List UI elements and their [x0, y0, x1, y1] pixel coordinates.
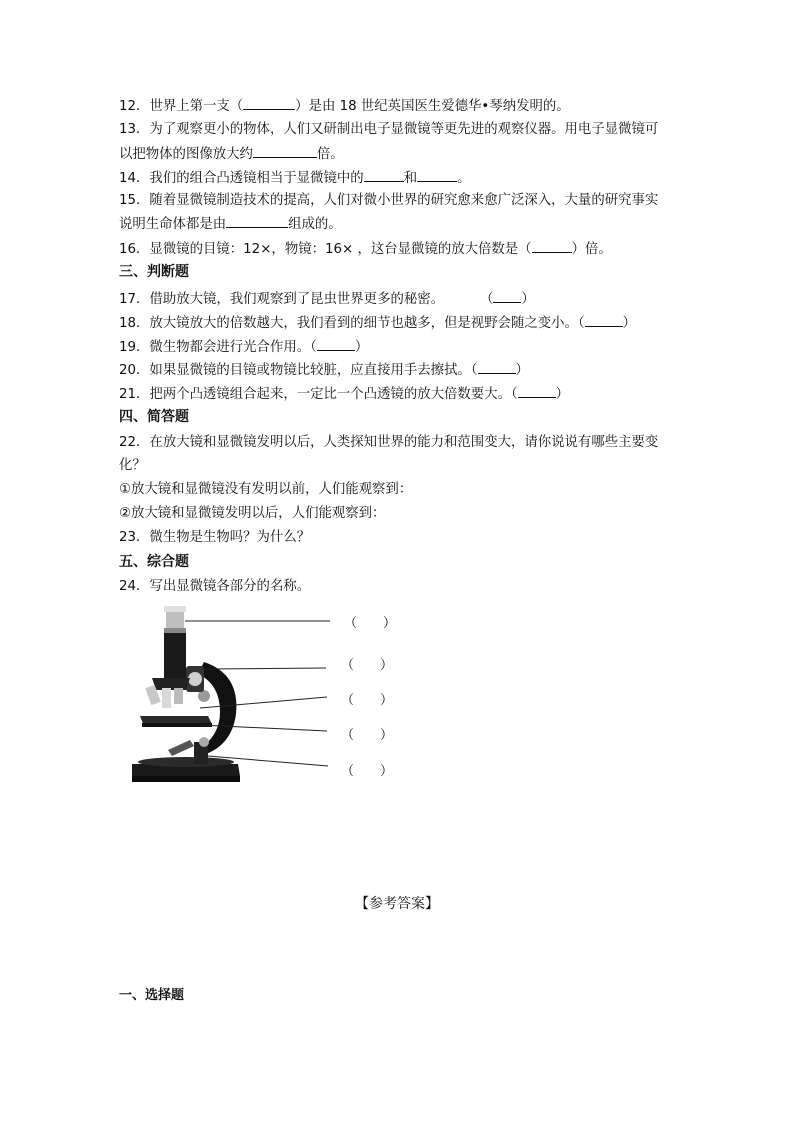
section-heading-short-answer: 四、简答题 — [119, 409, 189, 425]
question-19: 19．微生物都会进行光合作用。（ ） — [119, 337, 368, 357]
label-answer-2[interactable]: （ ） — [341, 658, 394, 673]
question-15-line2: 说明生命体都是由 组成的。 — [119, 214, 342, 234]
question-21: 21．把两个凸透镜组合起来，一定比一个凸透镜的放大倍数要大。（ ） — [119, 384, 569, 404]
question-22-sub2: ②放大镜和显微镜发明以后，人们能观察到： — [119, 506, 386, 521]
section-heading-judge: 三、判断题 — [119, 264, 189, 280]
section-heading-comprehensive: 五、综合题 — [119, 554, 189, 570]
question-15-line1: 15．随着显微镜制造技术的提高，人们对微小世界的研究愈来愈广泛深入，大量的研究事实 — [119, 193, 659, 208]
question-20: 20．如果显微镜的目镜或物镜比较脏，应直接用手去擦拭。（ ） — [119, 360, 529, 380]
question-22-line1: 22．在放大镜和显微镜发明以后，人类探知世界的能力和范围变大，请你说说有哪些主要变 — [119, 435, 659, 450]
question-22-line2: 化？ — [119, 458, 146, 473]
question-24: 24．写出显微镜各部分的名称。 — [119, 579, 311, 594]
answer-section-choice: 一、选择题 — [119, 988, 185, 1003]
question-22-sub1: ①放大镜和显微镜没有发明以前，人们能观察到： — [119, 482, 413, 497]
label-answer-3[interactable]: （ ） — [341, 693, 394, 708]
label-answer-1[interactable]: （ ） — [344, 616, 397, 631]
question-13-line2: 以把物体的图像放大约 倍。 — [119, 144, 344, 164]
answer-key-title: 【参考答案】 — [355, 896, 439, 912]
question-12: 12．世界上第一支（ ）是由 18 世纪英国医生爱德华•琴纳发明的。 — [119, 96, 570, 116]
question-14: 14．我们的组合凸透镜相当于显微镜中的 和 。 — [119, 168, 470, 188]
question-17: 17．借助放大镜，我们观察到了昆虫世界更多的秘密。 （ ） — [119, 289, 535, 309]
question-23: 23．微生物是生物吗？为什么？ — [119, 530, 311, 545]
label-answer-5[interactable]: （ ） — [341, 764, 394, 779]
question-18: 18．放大镜放大的倍数越大，我们看到的细节也越多，但是视野会随之变小。（ ） — [119, 313, 636, 333]
question-16: 16．显微镜的目镜：12×，物镜：16× ，这台显微镜的放大倍数是（ ）倍。 — [119, 239, 612, 259]
label-answer-4[interactable]: （ ） — [341, 728, 394, 743]
question-13-line1: 13．为了观察更小的物体，人们又研制出电子显微镜等更先进的观察仪器。用电子显微镜可 — [119, 122, 659, 137]
